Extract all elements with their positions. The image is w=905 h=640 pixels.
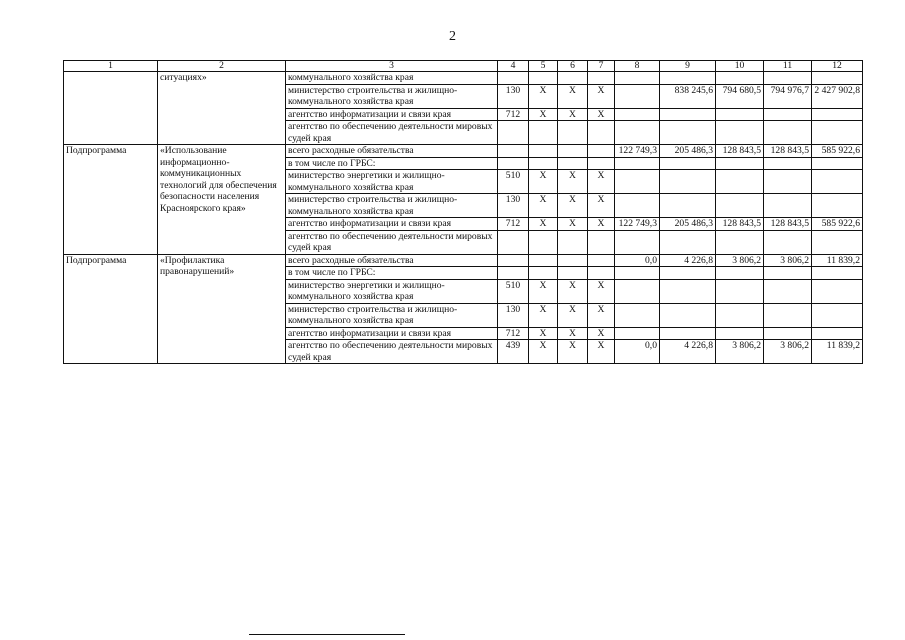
cell-value xyxy=(764,157,812,170)
cell-x: Х xyxy=(558,194,588,218)
cell-value xyxy=(716,157,764,170)
cell-code xyxy=(498,72,529,85)
column-header: 10 xyxy=(716,61,764,72)
table-row xyxy=(64,72,863,85)
cell-value xyxy=(812,157,863,170)
cell-x: Х xyxy=(588,218,615,231)
cell-value: 128 843,5 xyxy=(764,218,812,231)
cell-x xyxy=(558,254,588,267)
cell-grbs: всего расходные обязательства xyxy=(286,254,498,267)
column-header: 6 xyxy=(558,61,588,72)
cell-value xyxy=(764,194,812,218)
cell-value xyxy=(764,108,812,121)
table-row xyxy=(64,108,863,121)
cell-value: 2 427 902,8 xyxy=(812,84,863,108)
table-row xyxy=(64,121,863,145)
cell-value xyxy=(812,108,863,121)
cell-value xyxy=(615,108,660,121)
cell-x xyxy=(529,121,558,145)
cell-x xyxy=(558,157,588,170)
cell-x xyxy=(558,145,588,158)
cell-grbs: коммунального хозяйства края xyxy=(286,72,498,85)
cell-value xyxy=(812,327,863,340)
cell-value xyxy=(764,170,812,194)
cell-x xyxy=(529,230,558,254)
cell-value: 128 843,5 xyxy=(716,218,764,231)
cell-grbs: министерство строительства и жилищно-коммунального хозяйства края xyxy=(286,84,498,108)
cell-x: Х xyxy=(588,108,615,121)
cell-x: Х xyxy=(588,194,615,218)
cell-value xyxy=(812,170,863,194)
cell-value xyxy=(615,121,660,145)
cell-code: 439 xyxy=(498,340,529,364)
cell-value xyxy=(615,72,660,85)
cell-value: 205 486,3 xyxy=(660,145,716,158)
cell-value: 585 922,6 xyxy=(812,218,863,231)
cell-code xyxy=(498,230,529,254)
table-row xyxy=(64,145,863,158)
footer-rule xyxy=(249,634,405,635)
cell-x: Х xyxy=(588,279,615,303)
cell-x xyxy=(558,267,588,280)
cell-code xyxy=(498,121,529,145)
cell-value: 128 843,5 xyxy=(764,145,812,158)
cell-value: 794 976,7 xyxy=(764,84,812,108)
cell-x xyxy=(558,230,588,254)
cell-value xyxy=(716,108,764,121)
cell-value: 3 806,2 xyxy=(716,340,764,364)
cell-type xyxy=(64,121,158,145)
cell-value xyxy=(615,194,660,218)
cell-value: 122 749,3 xyxy=(615,145,660,158)
cell-value xyxy=(615,279,660,303)
cell-x: Х xyxy=(558,327,588,340)
cell-code: 130 xyxy=(498,84,529,108)
cell-value xyxy=(764,303,812,327)
cell-value xyxy=(615,170,660,194)
cell-value xyxy=(615,157,660,170)
cell-x xyxy=(558,72,588,85)
cell-code xyxy=(498,145,529,158)
cell-grbs: министерство энергетики и жилищно-коммунального хозяйства края xyxy=(286,279,498,303)
cell-code xyxy=(498,267,529,280)
cell-value xyxy=(812,267,863,280)
cell-value xyxy=(764,279,812,303)
cell-value xyxy=(716,121,764,145)
cell-value: 838 245,6 xyxy=(660,84,716,108)
cell-value xyxy=(660,267,716,280)
cell-grbs: агентство по обеспечению деятельности мировых судей края xyxy=(286,121,498,145)
cell-x: Х xyxy=(558,84,588,108)
table-row xyxy=(64,84,863,108)
cell-value xyxy=(716,170,764,194)
cell-x xyxy=(529,254,558,267)
cell-value xyxy=(716,194,764,218)
column-header: 1 xyxy=(64,61,158,72)
cell-x: Х xyxy=(588,327,615,340)
cell-value: 3 806,2 xyxy=(764,254,812,267)
cell-value xyxy=(764,121,812,145)
column-header: 8 xyxy=(615,61,660,72)
cell-grbs: министерство строительства и жилищно-коммунального хозяйства края xyxy=(286,303,498,327)
cell-name: «Использование информационно-коммуникационных технологий для обеспечения безопасности населения Красноярского края» xyxy=(158,145,286,255)
cell-value xyxy=(615,303,660,327)
cell-value: 128 843,5 xyxy=(716,145,764,158)
cell-value xyxy=(812,230,863,254)
cell-x xyxy=(588,72,615,85)
cell-x: Х xyxy=(558,340,588,364)
cell-x: Х xyxy=(588,340,615,364)
cell-value xyxy=(660,327,716,340)
cell-x: Х xyxy=(529,218,558,231)
cell-grbs: в том числе по ГРБС: xyxy=(286,267,498,280)
table-header-row xyxy=(64,61,863,72)
cell-grbs: агентство информатизации и связи края xyxy=(286,108,498,121)
column-header: 7 xyxy=(588,61,615,72)
cell-value xyxy=(812,121,863,145)
table-row xyxy=(64,254,863,267)
cell-type xyxy=(64,72,158,85)
cell-value xyxy=(660,194,716,218)
cell-value xyxy=(660,230,716,254)
cell-value xyxy=(716,303,764,327)
cell-value xyxy=(764,267,812,280)
budget-table xyxy=(63,60,863,364)
cell-name: «Профилактика правонарушений» xyxy=(158,254,286,364)
cell-value: 4 226,8 xyxy=(660,254,716,267)
cell-x: Х xyxy=(529,194,558,218)
cell-code xyxy=(498,157,529,170)
cell-value: 0,0 xyxy=(615,254,660,267)
cell-grbs: агентство по обеспечению деятельности мировых судей края xyxy=(286,340,498,364)
cell-value: 11 839,2 xyxy=(812,254,863,267)
cell-value: 122 749,3 xyxy=(615,218,660,231)
cell-value: 585 922,6 xyxy=(812,145,863,158)
cell-type: Подпрограмма xyxy=(64,145,158,255)
cell-value xyxy=(615,84,660,108)
cell-value xyxy=(716,230,764,254)
cell-value xyxy=(716,72,764,85)
column-header: 2 xyxy=(158,61,286,72)
cell-x: Х xyxy=(529,108,558,121)
cell-x xyxy=(588,230,615,254)
column-header: 11 xyxy=(764,61,812,72)
cell-grbs: министерство строительства и жилищно-коммунального хозяйства края xyxy=(286,194,498,218)
cell-x: Х xyxy=(558,218,588,231)
cell-code: 510 xyxy=(498,279,529,303)
cell-x: Х xyxy=(529,303,558,327)
cell-type: Подпрограмма xyxy=(64,254,158,364)
cell-value xyxy=(615,230,660,254)
cell-x: Х xyxy=(529,279,558,303)
cell-code: 130 xyxy=(498,303,529,327)
cell-name: ситуациях» xyxy=(158,72,286,85)
cell-x xyxy=(588,267,615,280)
cell-grbs: агентство информатизации и связи края xyxy=(286,327,498,340)
cell-code: 712 xyxy=(498,108,529,121)
cell-x xyxy=(588,254,615,267)
cell-x xyxy=(588,157,615,170)
column-header: 4 xyxy=(498,61,529,72)
cell-x xyxy=(529,145,558,158)
cell-grbs: всего расходные обязательства xyxy=(286,145,498,158)
cell-x: Х xyxy=(558,170,588,194)
column-header: 9 xyxy=(660,61,716,72)
cell-value xyxy=(764,327,812,340)
cell-value: 3 806,2 xyxy=(716,254,764,267)
cell-value: 794 680,5 xyxy=(716,84,764,108)
cell-code: 712 xyxy=(498,327,529,340)
column-header: 12 xyxy=(812,61,863,72)
cell-grbs: агентство по обеспечению деятельности мировых судей края xyxy=(286,230,498,254)
cell-x xyxy=(529,157,558,170)
cell-x xyxy=(588,145,615,158)
cell-value xyxy=(764,230,812,254)
cell-code: 130 xyxy=(498,194,529,218)
cell-grbs: агентство информатизации и связи края xyxy=(286,218,498,231)
cell-x: Х xyxy=(588,170,615,194)
cell-type xyxy=(64,108,158,121)
cell-x: Х xyxy=(529,340,558,364)
cell-value xyxy=(660,157,716,170)
cell-name xyxy=(158,84,286,108)
cell-code: 712 xyxy=(498,218,529,231)
column-header: 5 xyxy=(529,61,558,72)
cell-code xyxy=(498,254,529,267)
cell-grbs: министерство энергетики и жилищно-коммунального хозяйства края xyxy=(286,170,498,194)
cell-value xyxy=(812,279,863,303)
cell-value xyxy=(615,327,660,340)
cell-value: 4 226,8 xyxy=(660,340,716,364)
column-header: 3 xyxy=(286,61,498,72)
cell-value xyxy=(812,72,863,85)
cell-value xyxy=(615,267,660,280)
cell-x xyxy=(529,72,558,85)
cell-x: Х xyxy=(588,303,615,327)
cell-x: Х xyxy=(558,108,588,121)
cell-value: 11 839,2 xyxy=(812,340,863,364)
cell-x: Х xyxy=(558,279,588,303)
cell-x xyxy=(558,121,588,145)
cell-value: 3 806,2 xyxy=(764,340,812,364)
cell-x: Х xyxy=(529,327,558,340)
cell-value xyxy=(660,170,716,194)
cell-name xyxy=(158,108,286,121)
cell-grbs: в том числе по ГРБС: xyxy=(286,157,498,170)
cell-value xyxy=(812,194,863,218)
cell-x: Х xyxy=(529,84,558,108)
cell-type xyxy=(64,84,158,108)
cell-value xyxy=(660,72,716,85)
cell-value xyxy=(716,279,764,303)
cell-value xyxy=(716,327,764,340)
cell-value: 205 486,3 xyxy=(660,218,716,231)
cell-value xyxy=(660,279,716,303)
cell-x xyxy=(588,121,615,145)
cell-code: 510 xyxy=(498,170,529,194)
cell-value xyxy=(660,121,716,145)
cell-x: Х xyxy=(588,84,615,108)
page-number: 2 xyxy=(449,29,456,44)
cell-x: Х xyxy=(558,303,588,327)
cell-value xyxy=(764,72,812,85)
cell-x: Х xyxy=(529,170,558,194)
cell-value xyxy=(716,267,764,280)
cell-name xyxy=(158,121,286,145)
cell-value xyxy=(660,303,716,327)
cell-x xyxy=(529,267,558,280)
cell-value xyxy=(660,108,716,121)
cell-value xyxy=(812,303,863,327)
cell-value: 0,0 xyxy=(615,340,660,364)
